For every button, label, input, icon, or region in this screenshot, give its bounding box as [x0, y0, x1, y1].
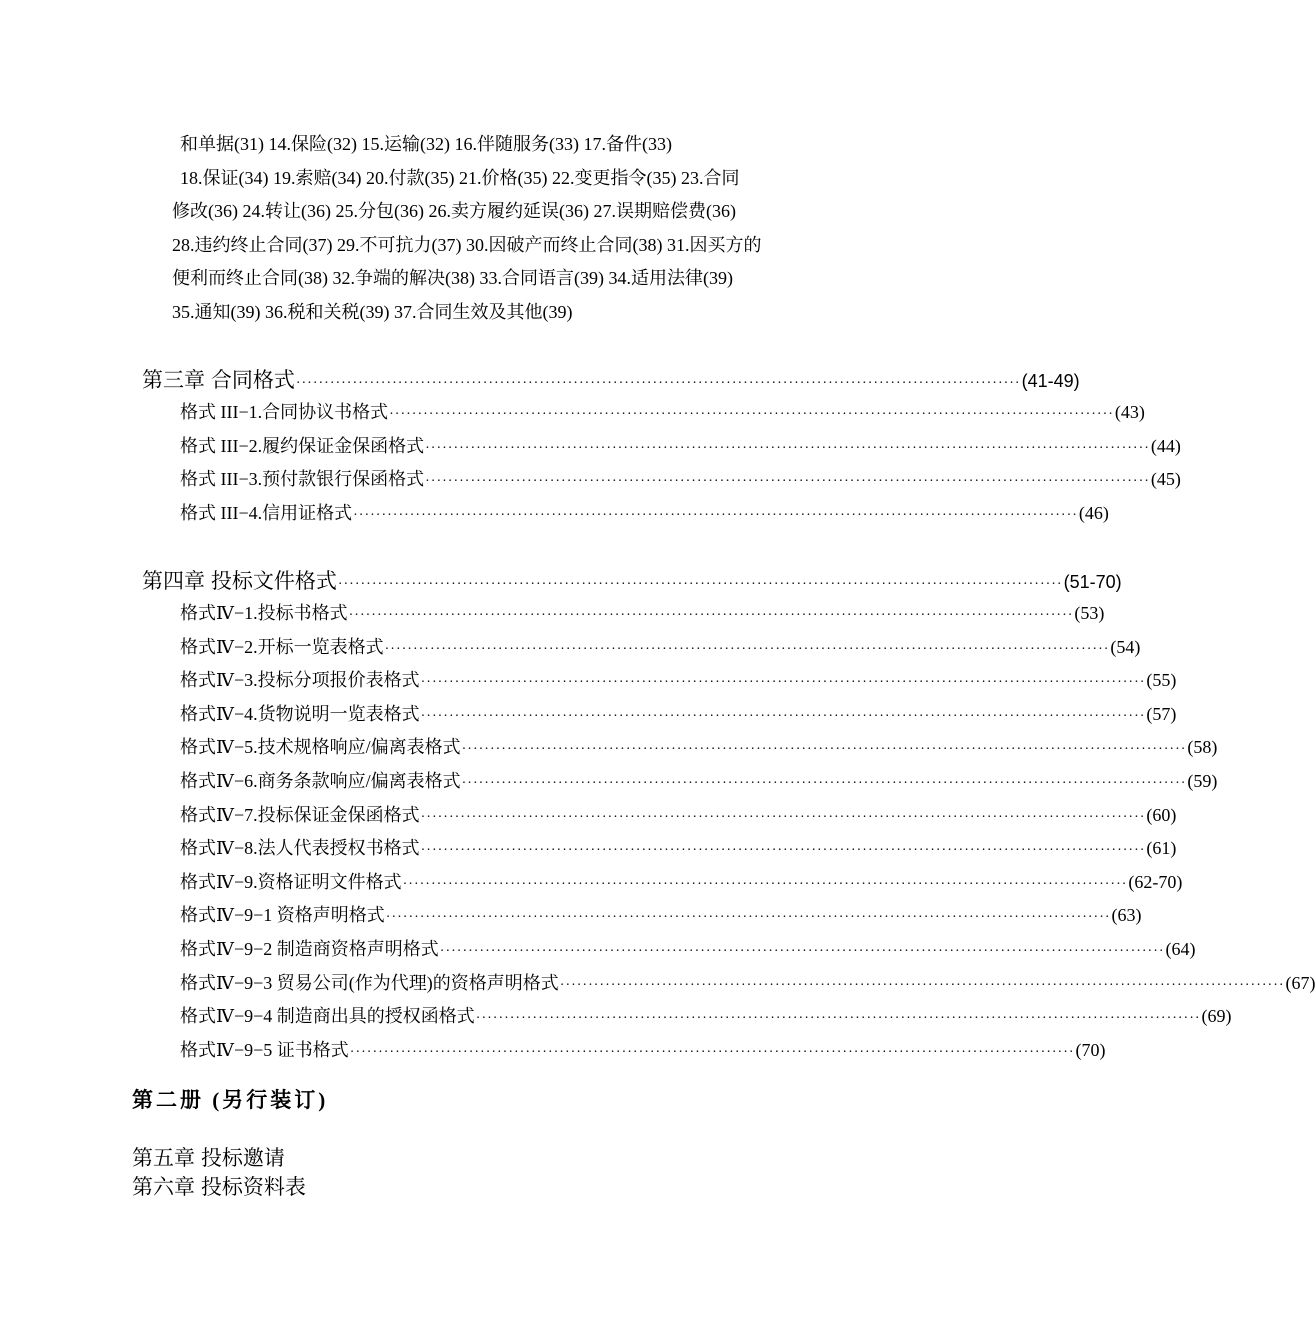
toc-chapter-6[interactable]: 第六章 投标资料表: [132, 1176, 306, 1199]
toc-item-page: (60): [1146, 804, 1177, 825]
chapter-pages: (51-70): [1063, 572, 1122, 592]
toc-item-page: (70): [1075, 1039, 1106, 1060]
toc-item-page: (45): [1150, 469, 1181, 490]
toc-item[interactable]: [180, 899, 1142, 933]
dot-leader: ································································································································: [420, 843, 1146, 859]
toc-item-page: (57): [1146, 703, 1177, 724]
toc-chapter-5[interactable]: 第五章 投标邀请: [132, 1147, 285, 1170]
toc-item[interactable]: [180, 664, 1177, 698]
toc-chapter-4[interactable]: [142, 565, 1122, 595]
dot-leader: ································································································································: [348, 608, 1074, 623]
toc-chapter-3[interactable]: [142, 364, 1080, 394]
toc-item-label: 格式Ⅳ−6.商务条款响应/偏离表格式: [180, 770, 461, 791]
dot-leader: ································································································································: [475, 1011, 1201, 1027]
clause-line: 35.通知(39) 36.税和关税(39) 37.合同生效及其他(39): [172, 301, 573, 322]
dot-leader: ································································································································: [349, 1044, 1075, 1060]
toc-item[interactable]: [180, 866, 1183, 900]
toc-item-label: 格式Ⅳ−9−5 证书格式: [180, 1039, 349, 1060]
chapter-pages: (41-49): [1021, 371, 1080, 391]
toc-item-page: (58): [1187, 737, 1218, 758]
toc-item-page: (61): [1146, 838, 1177, 859]
toc-item-label: 格式Ⅳ−7.投标保证金保函格式: [180, 804, 420, 825]
toc-item[interactable]: [180, 597, 1105, 631]
clause-line: 修改(36) 24.转让(36) 25.分包(36) 26.卖方履约延误(36) 27.误期赔偿费(36): [172, 201, 736, 222]
toc-item[interactable]: [180, 396, 1145, 430]
toc-item-page: (44): [1150, 435, 1181, 456]
toc-item-page: (69): [1201, 1006, 1232, 1027]
dot-leader: ································································································································: [439, 943, 1165, 959]
toc-item-label: 格式Ⅳ−9−1 资格声明格式: [180, 905, 385, 926]
volume-heading: 第二册 (另行装订): [132, 1088, 329, 1112]
dot-leader: ································································································································: [337, 577, 1063, 592]
toc-item-page: (67): [1285, 972, 1316, 993]
toc-item[interactable]: [180, 430, 1181, 464]
dot-leader: ································································································································: [384, 641, 1110, 657]
dot-leader: ································································································································: [353, 507, 1078, 523]
dot-leader: ································································································································: [389, 407, 1114, 422]
clause-line: 28.违约终止合同(37) 29.不可抗力(37) 30.因破产而终止合同(38) 31.因买方的: [172, 234, 762, 255]
toc-item-label: 格式Ⅳ−9.资格证明文件格式: [180, 871, 402, 892]
toc-item-page: (43): [1114, 402, 1145, 422]
dot-leader: ································································································································: [461, 775, 1187, 791]
toc-list-chapter-3: [180, 396, 1181, 530]
toc-item[interactable]: [180, 1000, 1232, 1034]
toc-item-page: (46): [1078, 502, 1109, 523]
toc-item-label: 格式Ⅳ−9−3 贸易公司(作为代理)的资格声明格式: [180, 972, 559, 993]
toc-item-label: 格式Ⅳ−9−4 制造商出具的授权函格式: [180, 1006, 475, 1027]
toc-list-chapter-4: [180, 597, 1316, 1067]
toc-item[interactable]: [180, 967, 1316, 1001]
toc-item-label: 格式Ⅳ−4.货物说明一览表格式: [180, 703, 420, 724]
toc-item-page: (62-70): [1128, 871, 1183, 892]
toc-item-page: (63): [1111, 905, 1142, 926]
clause-line: 18.保证(34) 19.索赔(34) 20.付款(35) 21.价格(35) 22.变更指令(35) 23.合同: [180, 167, 740, 188]
toc-item-page: (55): [1146, 670, 1177, 691]
toc-item-label: 格式 III−4.信用证格式: [180, 502, 353, 523]
toc-item-label: 格式Ⅳ−8.法人代表授权书格式: [180, 838, 420, 859]
toc-item-page: (53): [1074, 603, 1105, 623]
toc-item[interactable]: [180, 799, 1177, 833]
toc-item-label: 格式 III−1.合同协议书格式: [180, 402, 389, 422]
toc-item-label: 格式Ⅳ−9−2 制造商资格声明格式: [180, 938, 439, 959]
dot-leader: ································································································································: [461, 742, 1187, 758]
toc-item[interactable]: [180, 765, 1218, 799]
toc-item-label: 格式Ⅳ−2.开标一览表格式: [180, 636, 384, 657]
toc-item-page: (64): [1165, 938, 1196, 959]
toc-item[interactable]: [180, 497, 1109, 531]
toc-item-page: (59): [1187, 770, 1218, 791]
toc-item[interactable]: [180, 698, 1177, 732]
toc-item[interactable]: [180, 933, 1196, 967]
dot-leader: ································································································································: [425, 474, 1150, 490]
chapter-title: 第三章 合同格式: [142, 369, 295, 392]
toc-item[interactable]: [180, 631, 1141, 665]
toc-item-page: (54): [1110, 636, 1141, 657]
toc-item[interactable]: [180, 731, 1218, 765]
chapter-title: 第四章 投标文件格式: [142, 570, 337, 593]
toc-item-label: 格式Ⅳ−3.投标分项报价表格式: [180, 670, 420, 691]
toc-item[interactable]: [180, 1034, 1106, 1068]
toc-item-label: 格式 III−3.预付款银行保函格式: [180, 469, 425, 490]
toc-item[interactable]: [180, 832, 1177, 866]
dot-leader: ································································································································: [425, 440, 1150, 456]
dot-leader: ································································································································: [559, 977, 1285, 993]
clause-line: 便利而终止合同(38) 32.争端的解决(38) 33.合同语言(39) 34.适用法律(39): [172, 268, 733, 289]
dot-leader: ································································································································: [420, 675, 1146, 691]
dot-leader: ································································································································: [420, 708, 1146, 724]
clause-list: [172, 128, 840, 330]
dot-leader: ································································································································: [385, 910, 1111, 926]
toc-item[interactable]: [180, 463, 1181, 497]
dot-leader: ································································································································: [295, 376, 1021, 391]
toc-item-label: 格式 III−2.履约保证金保函格式: [180, 435, 425, 456]
clause-line: 和单据(31) 14.保险(32) 15.运输(32) 16.伴随服务(33) 17.备件(33): [180, 134, 672, 154]
toc-item-label: 格式Ⅳ−1.投标书格式: [180, 603, 348, 623]
dot-leader: ································································································································: [420, 809, 1146, 825]
toc-item-label: 格式Ⅳ−5.技术规格响应/偏离表格式: [180, 737, 461, 758]
dot-leader: ································································································································: [402, 876, 1128, 892]
